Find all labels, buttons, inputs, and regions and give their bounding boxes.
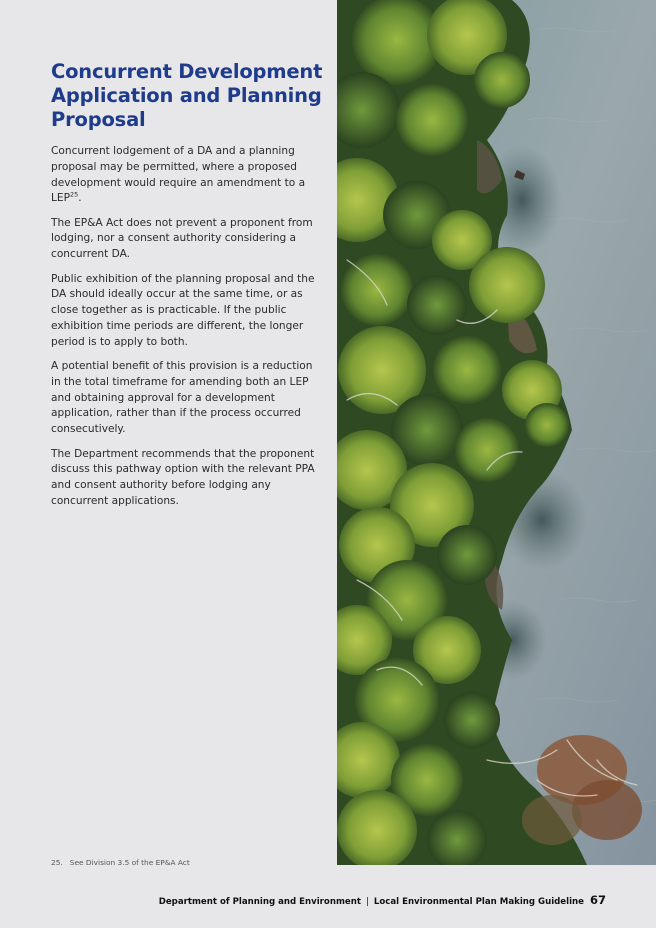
page-number: 67 xyxy=(589,893,606,907)
footer-separator: | xyxy=(365,897,369,907)
paragraph-5: The Department recommends that the proponent discuss this pathway option with the relevant PPA and consent authority before lodging any concurrent applications. xyxy=(51,447,315,507)
footnote-ref[interactable]: 25 xyxy=(69,190,79,199)
paragraph-2: The EP&A Act does not prevent a proponent from lodging, nor a consent authority considering a concurrent DA. xyxy=(51,216,313,261)
paragraph-1-text: Concurrent lodgement of a DA and a planning proposal may be permitted, where a proposed development would require an amendment to a LEP xyxy=(51,145,306,205)
page-footer xyxy=(159,893,606,907)
footnote-number: 25. xyxy=(51,858,63,867)
article-title: Concurrent Development Application and Planning Proposal xyxy=(51,60,323,131)
paragraph-4: A potential benefit of this provision is a reduction in the total timeframe for amending both an LEP and obtaining approval for a development application, rather than if the process occurred consecutively. xyxy=(51,360,313,436)
paragraph-1 xyxy=(51,144,323,207)
footer-publication: Local Environmental Plan Making Guideline xyxy=(373,897,584,907)
aerial-coastline-photo xyxy=(337,0,656,865)
paragraph-3: Public exhibition of the planning proposal and the DA should ideally occur at the same time, or as close together as is practicable. If the public exhibition time periods are different, the longer period is to apply to both. xyxy=(51,272,315,348)
footnote xyxy=(51,858,190,867)
footnote-text: See Division 3.5 of the EP&A Act xyxy=(69,858,190,867)
article xyxy=(51,60,323,518)
paragraph-1-end: . xyxy=(78,192,82,205)
footer-department: Department of Planning and Environment xyxy=(158,897,361,907)
